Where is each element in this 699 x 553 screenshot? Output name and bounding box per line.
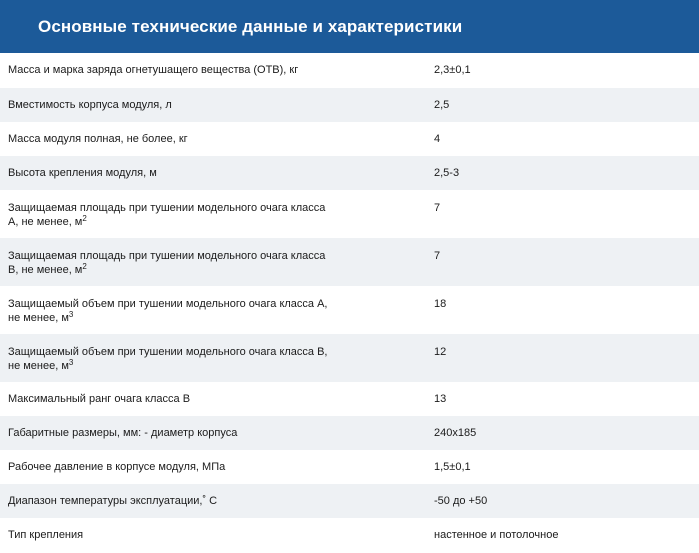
spec-value: -50 до +50 [434,495,488,507]
spec-label [0,190,424,238]
spec-label: Вместимость корпуса модуля, л [8,99,172,111]
spec-label-line2: В, не менее, м [8,264,83,276]
spec-table [0,53,699,550]
spec-value: 4 [434,133,441,145]
spec-value: настенное и потолочное [434,529,559,541]
spec-label-line2: не менее, м [8,312,69,324]
spec-label [0,238,424,286]
page-title: Основные технические данные и характеристики [38,16,463,36]
table-header [0,0,699,53]
spec-value: 2,5-3 [434,167,460,179]
table-row [0,484,699,518]
table-row [0,518,699,550]
spec-label: Высота крепления модуля, м [8,167,157,179]
spec-label: Максимальный ранг очага класса В [8,393,191,405]
spec-label-line2: не менее, м [8,360,69,372]
unit-superscript: 3 [68,310,74,319]
spec-label [0,286,424,334]
table-row [0,238,699,286]
spec-value: 7 [434,202,441,214]
spec-label: Габаритные размеры, мм: - диаметр корпуса [8,427,238,439]
spec-value: 12 [434,346,447,358]
spec-label: Рабочее давление в корпусе модуля, МПа [8,461,226,473]
spec-label-line1: Защищаемый объем при тушении модельного очага класса А, [8,298,328,310]
unit-superscript: 2 [82,214,87,223]
spec-value: 240х185 [434,427,477,439]
table-row [0,88,699,122]
spec-value: 18 [434,298,447,310]
spec-label: Масса модуля полная, не более, кг [8,133,188,145]
table-row [0,416,699,450]
spec-value: 7 [434,250,441,262]
spec-value: 2,3±0,1 [434,64,471,76]
table-row [0,286,699,334]
unit-superscript: 3 [68,358,74,367]
spec-label: Масса и марка заряда огнетушащего вещества (ОТВ), кг [8,64,299,76]
table-row [0,122,699,156]
spec-value: 1,5±0,1 [434,461,471,473]
table-row [0,382,699,416]
spec-label [0,334,424,382]
table-row [0,334,699,382]
spec-label-line1: Защищаемый объем при тушении модельного очага класса В, [8,346,328,358]
spec-label-line1: Защищаемая площадь при тушении модельного очага класса [8,202,326,214]
spec-label-line2: А, не менее, м [8,216,83,228]
table-row [0,53,699,88]
spec-label-line1: Защищаемая площадь при тушении модельного очага класса [8,250,326,262]
spec-value: 2,5 [434,99,450,111]
spec-label: Диапазон температуры эксплуатации,˚ С [8,495,218,507]
table-row [0,190,699,238]
spec-value: 13 [434,393,447,405]
table-row [0,156,699,190]
spec-label: Тип крепления [8,529,84,541]
table-row [0,450,699,484]
unit-superscript: 2 [82,262,87,271]
